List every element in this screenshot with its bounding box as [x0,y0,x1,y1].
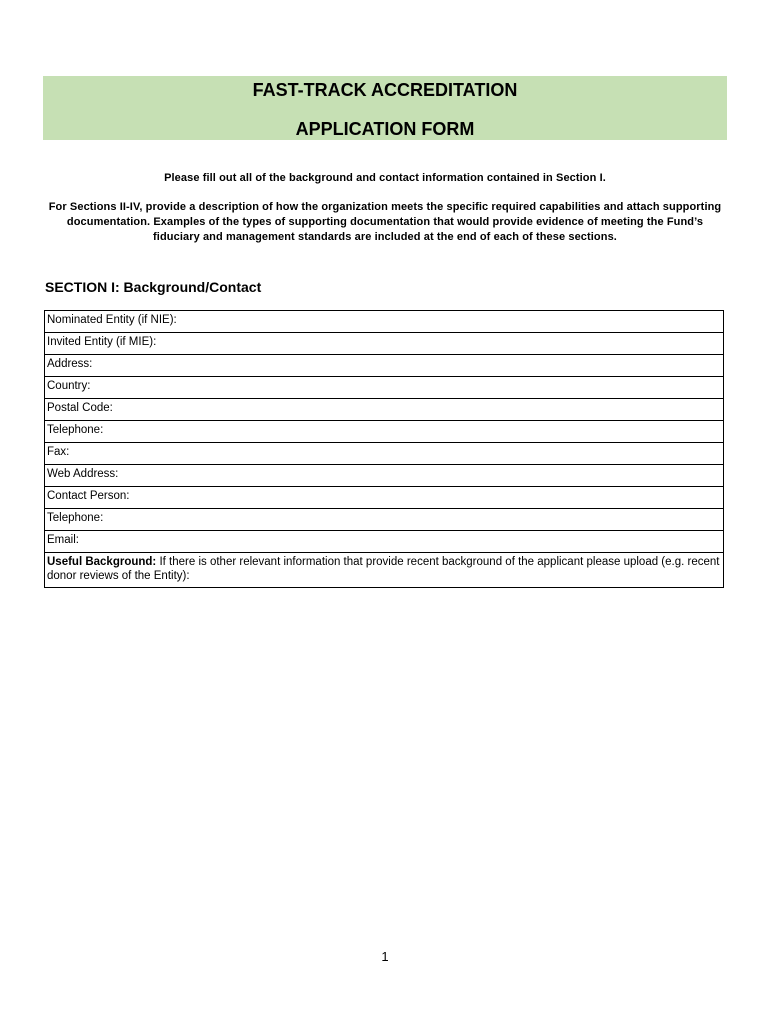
field-label: Fax: [47,446,70,458]
instruction-sections-two-four: For Sections II-IV, provide a description of how the organization meets the specific required capabilities and attach supporting documentation. Examples of the types of supporting documentation that would provide evidence of meeting the Fund’s fiduciary and management standards are included at the end of each of these sections. [48,201,722,243]
instruction-section-one: Please fill out all of the background and contact information contained in Section I. [164,172,606,184]
field-label: Contact Person: [47,490,130,502]
title-banner [43,76,727,140]
field-label: Web Address: [47,468,119,480]
useful-background-label: Useful Background: [47,556,157,568]
field-row-country[interactable] [45,377,723,399]
field-row-postal-code[interactable] [45,399,723,421]
field-label: Address: [47,358,93,370]
field-label: Email: [47,534,79,546]
section-heading: SECTION I: Background/Contact [45,279,262,295]
field-row-useful-background[interactable] [45,553,723,587]
field-row-address[interactable] [45,355,723,377]
field-row-email[interactable] [45,531,723,553]
field-row-telephone[interactable] [45,421,723,443]
field-row-nominated-entity[interactable] [45,311,723,333]
field-label: Telephone: [47,512,104,524]
useful-background-text: If there is other relevant information that provide recent background of the applicant please upload (e.g. recent donor reviews of the Entity): [47,556,720,582]
background-contact-table [44,310,724,588]
form-title: FAST-TRACK ACCREDITATION [252,80,518,100]
field-label: Invited Entity (if MIE): [47,336,157,348]
form-subtitle: APPLICATION FORM [295,119,475,139]
field-row-invited-entity[interactable] [45,333,723,355]
field-row-contact-person[interactable] [45,487,723,509]
field-label: Country: [47,380,91,392]
field-row-web-address[interactable] [45,465,723,487]
field-row-fax[interactable] [45,443,723,465]
field-label: Telephone: [47,424,104,436]
page-number: 1 [381,949,389,964]
field-label: Postal Code: [47,402,113,414]
field-label: Nominated Entity (if NIE): [47,314,177,326]
field-row-contact-telephone[interactable] [45,509,723,531]
